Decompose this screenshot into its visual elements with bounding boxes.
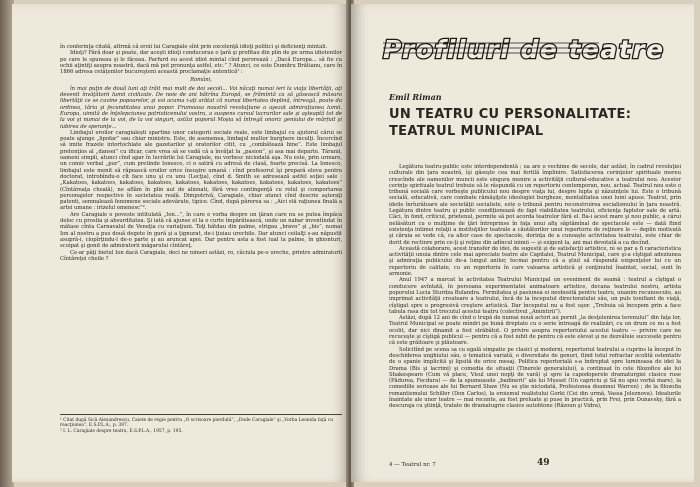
footnotes: [60, 414, 342, 434]
article-title-line: TEATRUL MUNICIPAL: [389, 124, 544, 139]
paragraph: în conferinţa citată, afirmă că eroii lui Caragiale sînt prin excelenţă idioţi politici şi deficienţi mintali.: [60, 44, 328, 50]
right-page: [351, 4, 694, 482]
paragraph: Are Caragiale o poveste intitulată „Ion...”, în care e vorba despre un ţăran care nu se putea împăca deloc cu prostia şi absurditatea. Şi iată că ajunse el la o curte împărătească, unde un nabar inventîndat în mătase cînta Carnavalul de Veneţia cu variaţiuni. Toţi bătdau din palme, strigau „bravo” şi „bis”, numai Ion al nostru a pus două degete în gură şi a ţignurat, de-i ţiuiau urechile. Dar atunci ceilalţi s-au năpustit asupră-i, ciopîrţindu-l de-o parte şi au aruncat apoi. Dar pentru asta a fost iual la palme, în ghionturi, scuipat şi gonit de admiratorii măgarului cîntăreţ.: [60, 211, 342, 250]
section-rubric: [379, 34, 671, 64]
paragraph: Ce-ar păţi bietul Ion dacă Caragiale, deci ne nimeri astăzi, ro, căciula pe-o ureche, printre admiratorii Cîntăreţei cheile ?: [60, 249, 342, 262]
rubric-text: Profiluri de teatre: [383, 35, 665, 64]
right-page-body: [389, 164, 681, 410]
paragraph: Astăzi, după 12 ani de cînd o trupă de numai nouă actori au pornit „la desţelenirea terenului” din faţa lor, Teatrul Municipal se poate mîndri pe bună dreptate cu o serie întreagă de realizări, cu un drum ce nu a fost ocolit, dar nici dinamit a fost străbătut. O privire asupra repertoriului acestui teatru — privire care ne recuceşte şi cîştigă publicul — pentru că a fost iubit de pentru că este elevat şi ne dezvăluie succesele pentru că este grăitoare şi plăutoare.: [389, 315, 681, 347]
paragraph: Limbajul eroilor caragialeşti spartine unor categorii sociale reale, este limbajul cu ajutorul cărui se poate ajunge „lipofar” sau chiar ministru. Este, de asemenea, limbajul multor burghere inculţi. Încercînd să imite frazele intortochiate ale gazetarilor şi oratorilor citit, cu „combătează bine”. Este limbajul pretenţios al „dansei” cu ificar, care vrea să se vadă că a învăţat la „pasion”, şi asa mai departe. Tăranii, oameni simpli, atunci cînd apar în lucrările lui Caragiale, nu vorbesc niciodată aşa. Nu este, prin urmare, un comic verbal „pur”, cum pretinde Ionesco, ci o satiră cu adresă de clasă, foarte precisă. La Ionesco, limbajul este menit să răpească eroilor orice însuşire umană : cînd profesorul îşi prepară eleva pentru doctorat, introbîndu-o cît face unu şi cu unu (Lecţia), cînd d. Smith se adresează astfel soţiei sale : „Kakatoes, kakatoes, kakatoes, kakatoes, kakatoes, kakatoes, kakatoes, kakatoes, kakatoes, kakatoes” (Cîntăreaţa cheală), ne aflăm în plin aul de alienati, fără vreo contingenţă cu rolul şi comportarea personajelor respective în societatea reală. Dimpotrivă, Caragiale, chiar atunci cînd descrie aşteraţi patenti, semnalează fenomene sociale adevărate, tipice. Cînd, după părerea sa : „Aici stă raţiunea finală a artei umane : irizelul omenesc”².: [60, 129, 342, 212]
article-title: [389, 106, 679, 140]
paragraph-quote: în mai puţin de două luni aţi trăit mai mult de doi secoli... Voi năcaţi numai ieri la viaţa libertăţii, aţi devenit învăţătorii lumii civilizate. De noie de ani bătrîna Europă, se frămîntă ca să găsească măsura libertăţii ce se cuvine popoarelor, şi voi acuma i-aţi arătat că numai libertatea deplină, întreagă, poate da ordinea, tăria şi fecunditatea unui popor. Frumoasa noastră revoluţiune a aşezat admiraţiunea lumii. Europa, uimită de înţelepciunea patrioticenului vostru, a suspens cursul lucrurilor sale şi aşteaptă tot de la voi şi numai de la voi, de la voi singuri, astăzi poporul Moşia să întregă onoriz geniului de mărfuit şi iubirea de speranţe...: [60, 85, 342, 130]
left-page: [12, 4, 349, 482]
proclamation-heading: Români,: [190, 77, 212, 84]
paragraph: Legătura teatru-public este interdependentă ; ea are o vechime de secole, dar astăzi, în cadrul revoluţiei culturale din ţara noastră, îşi găseşte cea mai fertilă împlinire. Satisfacerea cerinţelor spirituale mereu crescînde ale oamenilor muncii este singura menire a activităţii cultural-educative a teatrului nou. Acestor cerinţe spirituale teatrul trebuie să le răspundă cu un repertoriu contemporan, nou, actual. Teatrul nou este o tribună socială care vorbeşte publicului nou despre viaţa lui, despre lupta şi năzuinţele lui. Este o tribună socială, educativă, care combate rămăşiţele ideologiei burgheze, mentalitatea unei lumi apuse. Teatrul, prin ideile înrîurătoare ale societăţii socialiste, este o tribună pentru reconstruirea socialismului în ţara noastră. Legătura dintre teatru şi public condiţionează de fapt viabilitatea teatrului, eficienţa faptelor sale de artă. Căci, în fond, criticul, prietenul, permite să pot acorda teatrelor fără el. Ba-i acest mare şi nou public, a cărui nelăsături cu o mulţime de ţări întreprinse în faţa unui afiş săptămînal de spectacole este — dată fiind existenţa intimei relaţii a instituţiilor teatrale a căutătorilor unui repertoriu de reţinere le — deplin motivată şi căruia se vede că, ca altor case de spectacole, dorinţa de a cunoaşte activitatea teatrului, este chiar de dorit de rectinre prin ce-ţi şi reţine din adîncul inimii — şi exigent la, ani mai devotată a ca decînd.: [389, 164, 681, 246]
paragraph: Această colaborare, acest transfer de idei, de sugestii şi de satisfacţii artistice, ni se par a fi caracteristica activităţii unuia dintre cele mai apreciate teatre ale Capitalei, Teatrul Municipal, care şi-a cîştigat adeziunea şi admiraţia publicului de-a lungul anilor, tocmai pentru că a ştiut să răspundă exigenţelor lui cu un repertoriu de calitate, cu un repertoriu în care valoarea artistică şi conţinutul înaintat, social, sunt în armonie.: [389, 245, 681, 278]
article-title-line: UN TEATRU CU PERSONALITATE:: [389, 107, 632, 122]
paragraph: Anul 1947 a marcat în activitatea Teatrului Municipal un eveniment de seamă : teatrul a cîştigat o conducere avîntată, în persoana experimentatei animatoare artistice, decana teatrului nostru, artista poporului Lucia Sturdza Bulandra. Fermitatea şi pasiunea ei neobosită pentru teatru, unanim recunoscute, au imprimat activităţii creatoare a teatrului, încă de la începutul directoratului său, un puls tonifiant de viaţă, cîştigat spre o progresivă creştere artistică. Dar începutul nu a fost uşor. „Trebuia să începem prin a face tabula rasa din tot trecutul acestui teatru (colectivul „Amintirii”).: [389, 277, 681, 315]
left-page-body: [60, 44, 342, 262]
page-number: 49: [537, 458, 550, 468]
footnote: ² I. L. Caragiale despre teatru, E.S.P.L.A., 1957, p. 195.: [60, 428, 183, 434]
footnote: ¹ Citat după Sică Alexandrescu, Caiete de regie pentru „O scrisoare pierdută”, „Dude Caragiale” şi „Vorba Leonida faţă cu reacţiunea”, E.S.P.L.A., p. 387.: [60, 418, 334, 429]
paragraph: Idioţi? Fără doar şi poate, dar aceşti idioţi conducerau o ţară şi profitau din plin de pe urma idiotenilor pe care le spuneau şi le făceau. Parfurd eu acest idiot mintal cînd perorează : „Dacă Europa... să fie cu ochii aţintiţi asupra noastră, dacă mă pot pronunţa astfel, etc.” ? Atunci, ce este Dumitru Brătianu, care în 1866 adresa cetăţenilor bucureşteni această proclamaţie antentică¹ :: [60, 50, 342, 76]
article-author: Emil Riman: [389, 92, 442, 102]
signature-mark: 4 — Teatrul nr. 7: [389, 462, 436, 468]
rubric-lettering: [379, 34, 671, 64]
paragraph: Solicitînd pe scena sa cu egală simpatie pe clasici şi moderni, repertoriul teatrului a cuprins la început în deschiderea unghiului său, o tematică variată, o diversitate de genuri, fiind totul refractar ocolită ostentativ de o spanie implicită şi lipsită de orice mesaj. Politica repertorială s-a îndreptat spre luminoasa de idei la Drama (Bis şi lacrimi) şi comedia de situaţii (Tinerele generalului), a continuat în cele filozofice ale lui Shakespeare (Cum vă place, Visul unei nopţi de vară) şi spre la capodoperele dramaturgiei clasice ruse (Pădurea, Fecdura) — de la spumoasele „badinerii” ale lui Musset (Un capriciu şi Să nu spui vorbă mare), la comediile serioase ale lui Bernard Shaw (Nu se ştie niciodată, Profesiunea doamnei Warren) ; de la filozofia romantismului Schiller (Don Carlos), la eroismul realistului Gorki (Cei din urmă, Vassa Jeleznova). Idealurile înaintate ale unor teatre — mai recente, au fost preluate şi puse în practică, prin Frei, prin Dunavsky, fără a descuraja cu ştiinţă, tratate de dramatugrie clasice autohtone (Răzoun şi Vidra),: [389, 346, 681, 410]
